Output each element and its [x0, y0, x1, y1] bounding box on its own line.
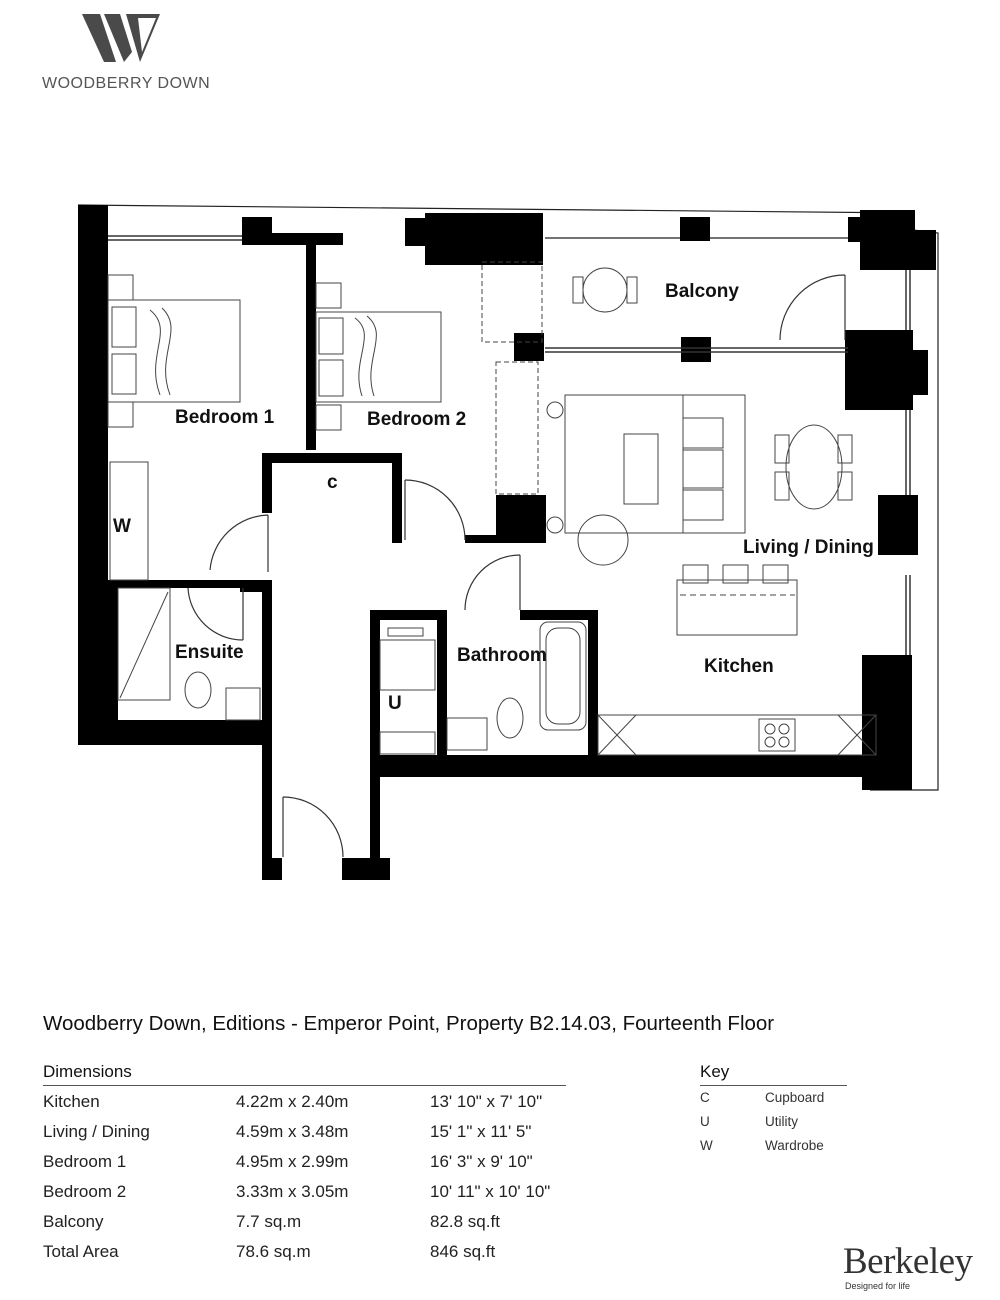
ensuite-label: Ensuite: [175, 642, 244, 663]
key-heading: Key: [700, 1062, 730, 1081]
dimension-room: Kitchen: [43, 1092, 100, 1111]
dimension-imperial: 10' 11" x 10' 10": [430, 1182, 551, 1201]
berkeley-logo: [843, 1243, 973, 1291]
balcony-label: Balcony: [665, 281, 739, 302]
dimension-metric: 4.95m x 2.99m: [236, 1152, 349, 1171]
wardrobe-label: W: [113, 516, 131, 537]
dimension-metric: 4.59m x 3.48m: [236, 1122, 349, 1141]
dimension-room: Living / Dining: [43, 1122, 150, 1141]
dimensions-heading: Dimensions: [43, 1062, 132, 1081]
kitchen-label: Kitchen: [704, 656, 774, 677]
dimension-imperial: 846 sq.ft: [430, 1242, 496, 1261]
bedroom2-label: Bedroom 2: [367, 409, 467, 430]
key-divider: [700, 1085, 847, 1086]
utility-label: U: [388, 693, 402, 714]
dimension-metric: 7.7 sq.m: [236, 1212, 302, 1231]
dimension-imperial: 82.8 sq.ft: [430, 1212, 500, 1231]
key-code: U: [700, 1114, 710, 1129]
berkeley-tagline: Designed for life: [845, 1281, 911, 1291]
key-code: C: [700, 1090, 710, 1105]
key-label: Cupboard: [765, 1090, 825, 1105]
dimension-room: Bedroom 1: [43, 1152, 127, 1171]
dimension-room: Bedroom 2: [43, 1182, 127, 1201]
dimension-imperial: 13' 10" x 7' 10": [430, 1092, 543, 1111]
living-dining-label: Living / Dining: [743, 537, 874, 558]
bedroom1-furniture: [108, 275, 240, 427]
dimension-room: Balcony: [43, 1212, 104, 1231]
dimension-metric: 3.33m x 3.05m: [236, 1182, 349, 1201]
room-labels: [113, 281, 874, 714]
cupboard-label: c: [327, 472, 338, 493]
key-label: Wardrobe: [765, 1138, 824, 1153]
dimensions-divider: [43, 1085, 566, 1086]
key-label: Utility: [765, 1114, 798, 1129]
key-code: W: [700, 1138, 713, 1153]
dimension-imperial: 15' 1" x 11' 5": [430, 1122, 532, 1141]
property-title: Woodberry Down, Editions - Emperor Point, Property B2.14.03, Fourteenth Floor: [43, 1012, 775, 1035]
berkeley-name: Berkeley: [843, 1241, 973, 1282]
bathroom-label: Bathroom: [457, 645, 547, 666]
dimension-imperial: 16' 3" x 9' 10": [430, 1152, 533, 1171]
dimension-metric: 4.22m x 2.40m: [236, 1092, 349, 1111]
bedroom1-label: Bedroom 1: [175, 407, 275, 428]
logo-text: WOODBERRY DOWN: [42, 75, 211, 92]
dimension-metric: 78.6 sq.m: [236, 1242, 311, 1261]
dimension-room: Total Area: [43, 1242, 119, 1261]
balcony-furniture: [573, 268, 637, 312]
